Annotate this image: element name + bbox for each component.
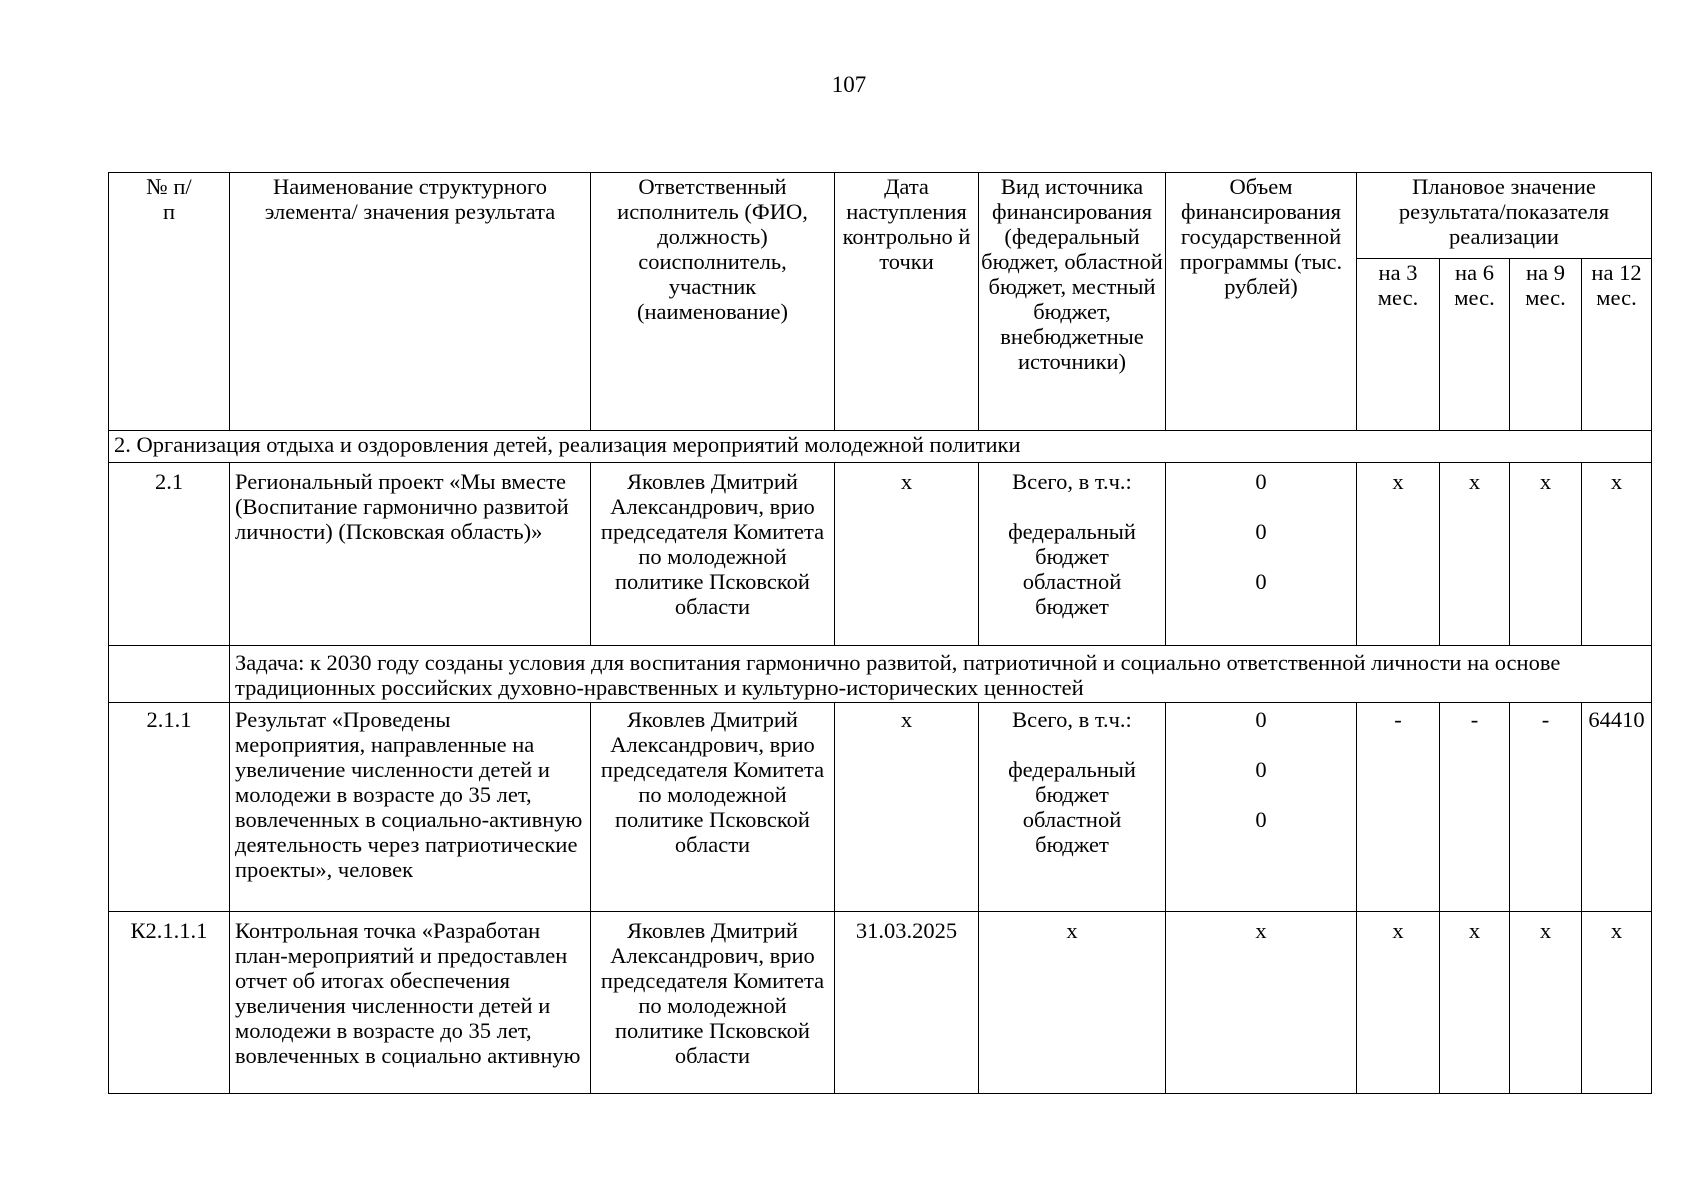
source-total: Всего, в т.ч.: xyxy=(1012,707,1132,732)
header-planned xyxy=(1357,173,1652,259)
header-num xyxy=(109,173,230,431)
section-title: 2. Организация отдыха и оздоровления детей, реализация мероприятий молодежной политики xyxy=(109,431,1652,463)
row-num: К2.1.1.1 xyxy=(109,912,230,1094)
row-m12: x xyxy=(1582,912,1652,1094)
program-plan-table xyxy=(108,172,1652,1094)
row-date: x xyxy=(835,463,979,646)
spacer xyxy=(1171,544,1351,569)
row-name: Контрольная точка «Разработан план-мероприятий и предоставлен отчет об итогах обеспечения увеличения численности детей и молодежи в возрасте до 35 лет, вовлеченных в социально активную xyxy=(230,912,591,1094)
row-source xyxy=(979,463,1166,646)
header-source-label: Вид источника финансирования (федеральный бюджет, областной бюджет, местный бюджет, внебюджетные источники) xyxy=(981,174,1163,374)
header-num-label: № п/п xyxy=(146,174,192,224)
header-volume-label: Объем финансирования государственной программы (тыс. рублей) xyxy=(1179,174,1343,299)
row-num: 2.1 xyxy=(109,463,230,646)
row-source xyxy=(979,703,1166,912)
header-m3-label: на 3 мес. xyxy=(1377,260,1419,310)
row-m6: x xyxy=(1440,463,1510,646)
header-date xyxy=(835,173,979,431)
volume-federal: 0 xyxy=(1255,519,1267,544)
row-source: x xyxy=(979,912,1166,1094)
row-m3: x xyxy=(1357,463,1440,646)
header-planned-label: Плановое значение результата/показателя реализации xyxy=(1398,174,1610,249)
volume-federal: 0 xyxy=(1255,757,1267,782)
row-executor: Яковлев Дмитрий Александрович, врио председателя Комитета по молодежной политике Псковской области xyxy=(591,463,835,646)
spacer xyxy=(1171,782,1351,807)
header-name xyxy=(230,173,591,431)
source-federal: федеральный бюджет xyxy=(1008,757,1136,807)
task-row xyxy=(109,646,1652,703)
volume-total: 0 xyxy=(1255,469,1267,494)
header-executor xyxy=(591,173,835,431)
row-executor: Яковлев Дмитрий Александрович, врио председателя Комитета по молодежной политике Псковской области xyxy=(591,912,835,1094)
source-federal: федеральный бюджет xyxy=(1008,519,1136,569)
header-m12-label: на 12 мес. xyxy=(1591,260,1642,310)
row-m6: - xyxy=(1440,703,1510,912)
row-name: Региональный проект «Мы вместе (Воспитание гармонично развитой личности) (Псковская область)» xyxy=(230,463,591,646)
row-m9: x xyxy=(1510,463,1582,646)
header-m9-label: на 9 мес. xyxy=(1525,260,1566,310)
spacer xyxy=(984,732,1160,757)
row-volume: x xyxy=(1166,912,1357,1094)
row-name: Результат «Проведены мероприятия, направленные на увеличение численности детей и молодежи в возрасте до 35 лет, вовлеченных в социально-активную деятельность через патриотические проекты», человек xyxy=(230,703,591,912)
header-date-label: Дата наступления контрольно й точки xyxy=(842,174,971,274)
table-header-row xyxy=(109,173,1652,259)
spacer xyxy=(984,494,1160,519)
row-m12: x xyxy=(1582,463,1652,646)
row-date: x xyxy=(835,703,979,912)
header-volume xyxy=(1166,173,1357,431)
spacer xyxy=(1171,494,1351,519)
task-num-empty xyxy=(109,646,230,703)
row-m9: x xyxy=(1510,912,1582,1094)
volume-total: 0 xyxy=(1255,707,1267,732)
section-row xyxy=(109,431,1652,463)
page-number: 107 xyxy=(831,72,867,97)
task-text: Задача: к 2030 году созданы условия для воспитания гармонично развитой, патриотичной и социально ответственной личности на основе традиционных российских духовно-нравственных и культурно-исторических ценностей xyxy=(230,646,1652,703)
header-name-label: Наименование структурного элемента/ значения результата xyxy=(264,174,556,224)
row-m6: x xyxy=(1440,912,1510,1094)
source-regional: областной бюджет xyxy=(1022,807,1122,857)
volume-regional: 0 xyxy=(1255,807,1267,832)
row-m12: 64410 xyxy=(1582,703,1652,912)
header-m6 xyxy=(1440,259,1510,431)
row-num: 2.1.1 xyxy=(109,703,230,912)
header-m6-label: на 6 мес. xyxy=(1454,260,1495,310)
row-m3: - xyxy=(1357,703,1440,912)
row-volume xyxy=(1166,703,1357,912)
header-m12 xyxy=(1582,259,1652,431)
source-regional: областной бюджет xyxy=(1022,569,1122,619)
table-row xyxy=(109,703,1652,912)
header-m3 xyxy=(1357,259,1440,431)
source-total: Всего, в т.ч.: xyxy=(1012,469,1132,494)
row-volume xyxy=(1166,463,1357,646)
table-row xyxy=(109,463,1652,646)
header-executor-label: Ответственный исполнитель (ФИО, должность) соисполнитель, участник (наименование) xyxy=(617,174,808,324)
row-m9: - xyxy=(1510,703,1582,912)
row-executor: Яковлев Дмитрий Александрович, врио председателя Комитета по молодежной политике Псковской области xyxy=(591,703,835,912)
volume-regional: 0 xyxy=(1255,569,1267,594)
table-row xyxy=(109,912,1652,1094)
row-date: 31.03.2025 xyxy=(835,912,979,1094)
header-source xyxy=(979,173,1166,431)
row-m3: x xyxy=(1357,912,1440,1094)
spacer xyxy=(1171,732,1351,757)
header-m9 xyxy=(1510,259,1582,431)
